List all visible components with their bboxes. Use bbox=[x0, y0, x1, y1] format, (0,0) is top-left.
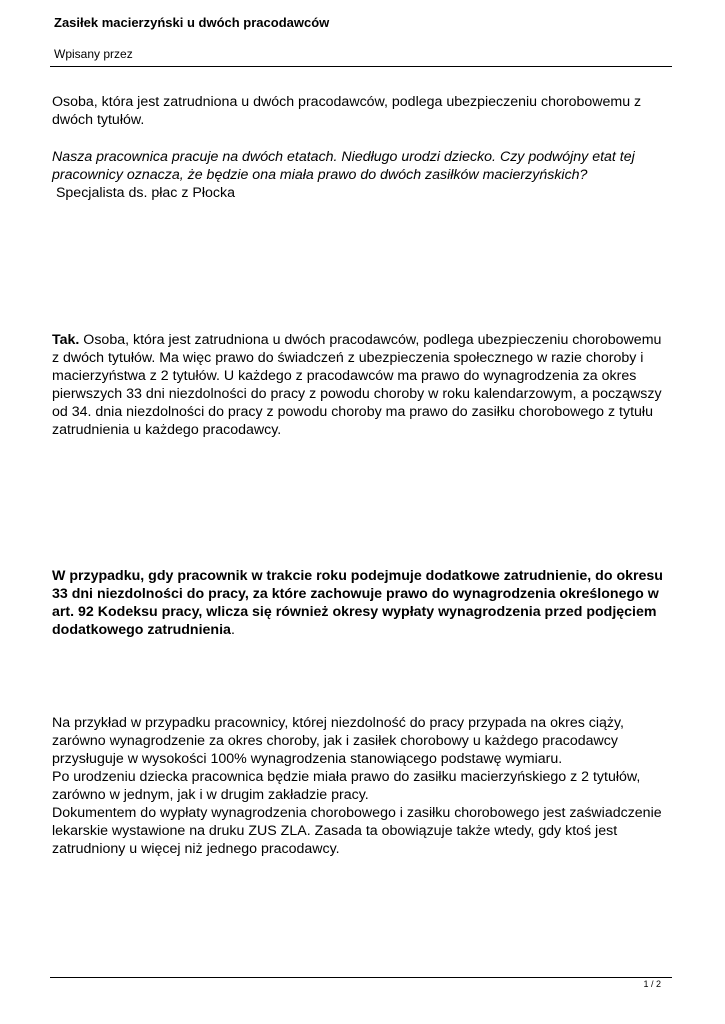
page-number: 1 / 2 bbox=[643, 979, 661, 989]
answer-text: Osoba, która jest zatrudniona u dwóch pracodawców, podlega ubezpieczeniu chorobowemu z dwóch tytułów. Ma więc prawo do świadczeń z ubezpieczenia społecznego w razie choroby i macierzyństwa z 2 tytułów. U każdego z pracodawców ma prawo do wynagrodzenia za okres pierwszych 33 dni niezdolności do pracy z powodu choroby w roku kalendarzowym, a począwszy od 34. dnia niezdolności do pracy z powodu choroby ma prawo do zasiłku chorobowego z tytułu zatrudnienia u każdego pracodawcy. bbox=[52, 332, 662, 438]
question-signature-text: Specjalista ds. płac z Płocka bbox=[55, 185, 235, 201]
example-section bbox=[52, 714, 672, 858]
highlight-end: . bbox=[230, 622, 235, 638]
question-paragraph: Nasza pracownica pracuje na dwóch etatach. Niedługo urodzi dziecko. Czy podwójny etat tej pracownicy oznacza, że będzie ona miała prawo do dwóch zasiłków macierzyńskich? bbox=[52, 149, 635, 183]
answer-lead: Tak. bbox=[52, 332, 80, 348]
intro-paragraph: Osoba, która jest zatrudniona u dwóch pracodawców, podlega ubezpieczeniu chorobowemu z dwóch tytułów. bbox=[52, 94, 642, 128]
example-paragraph-1: Na przykład w przypadku pracownicy, której niezdolność do pracy przypada na okres ciąży, zarówno wynagrodzenie za okres choroby, jak i zasiłek chorobowy u każdego pracodawcy przysługuje w wysokości 100% wynagrodzenia stanowiącego podstawę wymiaru. bbox=[52, 715, 624, 767]
example-paragraph-3: Dokumentem do wypłaty wynagrodzenia chorobowego i zasiłku chorobowego jest zaświadczenie lekarskie wystawione na druku ZUS ZLA. Zasada ta obowiązuje także wtedy, gdy ktoś jest zatrudniony u więcej niż jednego pracodawcy. bbox=[52, 805, 662, 857]
answer-paragraph bbox=[52, 331, 672, 439]
header-divider bbox=[50, 66, 672, 67]
example-paragraph-2: Po urodzeniu dziecka pracownica będzie miała prawo do zasiłku macierzyńskiego z 2 tytułów, zarówno w jednym, jak i w drugim zakładzie pracy. bbox=[52, 769, 641, 803]
highlight-paragraph bbox=[52, 567, 672, 639]
author-label: Wpisany przez bbox=[54, 47, 133, 61]
footer-divider bbox=[50, 977, 672, 978]
highlight-text: W przypadku, gdy pracownik w trakcie roku podejmuje dodatkowe zatrudnienie, do okresu 33 dni niezdolności do pracy, za które zachowuje prawo do wynagrodzenia określonego w art. 92 Kodeksu pracy, wlicza się również okresy wypłaty wynagrodzenia przed podjęciem dodatkowego zatrudnienia bbox=[52, 568, 663, 638]
page-title: Zasiłek macierzyński u dwóch pracodawców bbox=[54, 15, 330, 30]
question-signature bbox=[52, 184, 672, 202]
